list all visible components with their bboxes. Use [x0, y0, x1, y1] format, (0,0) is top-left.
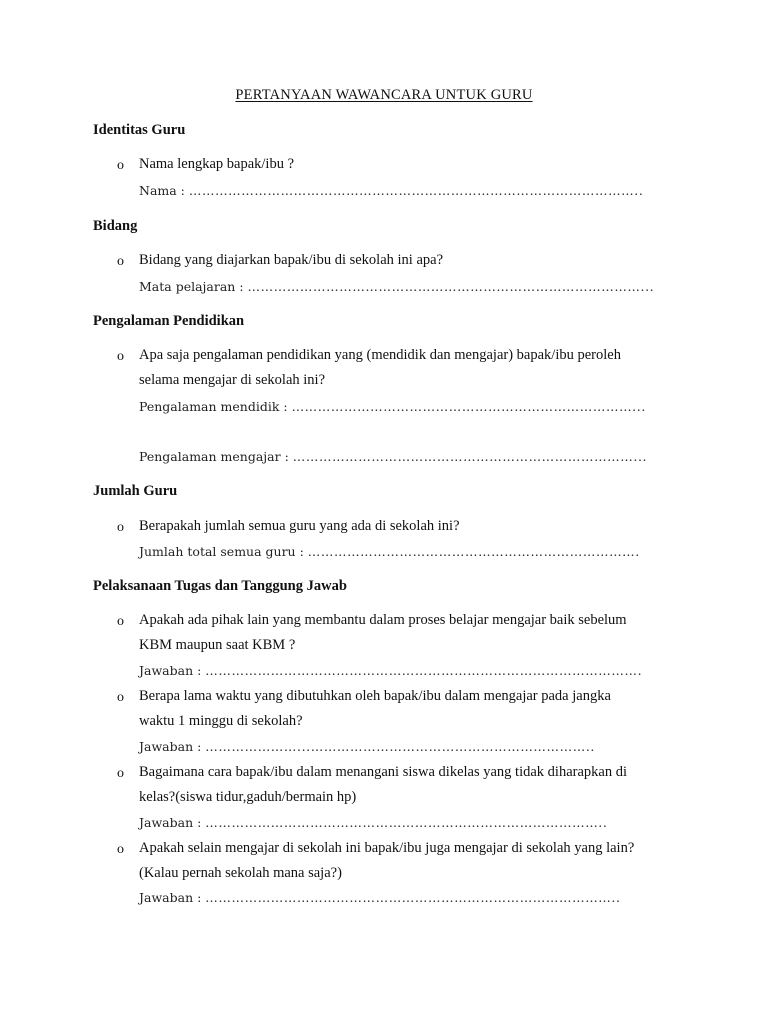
- question-bidang: [139, 248, 699, 273]
- answer-dots: ………………………………………………………………………………...: [247, 279, 655, 294]
- answer-field-menangani-siswa[interactable]: [139, 815, 607, 830]
- question-line: kelas?(siswa tidur,gaduh/bermain hp): [139, 789, 357, 805]
- question-pengalaman: [139, 343, 699, 393]
- answer-dots: ……………………………………………………………………...: [291, 399, 646, 414]
- bullet-marker: o: [117, 842, 124, 857]
- answer-label: Jawaban :: [139, 739, 202, 754]
- question-line: Apakah selain mengajar di sekolah ini bapak/ibu juga mengajar di sekolah yang lain?: [139, 840, 635, 856]
- question-menangani-siswa: [139, 760, 699, 810]
- answer-field-mata-pelajaran[interactable]: [139, 279, 654, 294]
- question-lama-waktu: [139, 684, 699, 734]
- answer-field-pengalaman-mengajar[interactable]: [139, 449, 647, 464]
- document-title: [0, 87, 768, 104]
- bullet-marker: o: [117, 766, 124, 781]
- answer-field-pengalaman-mendidik[interactable]: [139, 399, 646, 414]
- answer-dots: …………………...………………………………………………………..: [205, 739, 595, 754]
- question-line: Berapa lama waktu yang dibutuhkan oleh bapak/ibu dalam mengajar pada jangka: [139, 688, 611, 704]
- question-line: Apakah ada pihak lain yang membantu dalam proses belajar mengajar baik sebelum: [139, 612, 627, 628]
- answer-dots: …………………………………………………………………………………………..: [188, 183, 644, 198]
- answer-dots: ………………………………………………………………….: [307, 544, 640, 559]
- section-heading-jumlah-guru: Jumlah Guru: [93, 483, 178, 499]
- answer-field-jumlah-total[interactable]: [139, 544, 640, 559]
- bullet-marker: o: [117, 690, 124, 705]
- answer-label: Jawaban :: [139, 663, 202, 678]
- bullet-marker: o: [117, 254, 124, 269]
- section-heading-pelaksanaan-tugas: Pelaksanaan Tugas dan Tanggung Jawab: [93, 578, 347, 594]
- answer-label: Jawaban :: [139, 890, 202, 905]
- question-pihak-lain: [139, 608, 699, 658]
- question-line: Bagaimana cara bapak/ibu dalam menangani siswa dikelas yang tidak diharapkan di: [139, 764, 627, 780]
- bullet-marker: o: [117, 158, 124, 173]
- question-line: Bidang yang diajarkan bapak/ibu di sekolah ini apa?: [139, 252, 444, 268]
- answer-field-nama[interactable]: [139, 183, 643, 198]
- bullet-marker: o: [117, 520, 124, 535]
- section-heading-identitas-guru: Identitas Guru: [93, 122, 186, 138]
- section-heading-pengalaman-pendidikan: Pengalaman Pendidikan: [93, 313, 245, 329]
- answer-label: Pengalaman mengajar :: [139, 449, 289, 464]
- document-title-text: PERTANYAAN WAWANCARA UNTUK GURU: [235, 87, 533, 103]
- question-line: waktu 1 minggu di sekolah?: [139, 713, 303, 729]
- question-line: KBM maupun saat KBM ?: [139, 637, 296, 653]
- question-line: Berapakah jumlah semua guru yang ada di sekolah ini?: [139, 518, 460, 534]
- answer-dots: ………………………………………………………………………………..: [205, 815, 608, 830]
- question-nama: [139, 152, 699, 177]
- section-heading-bidang: Bidang: [93, 218, 138, 234]
- question-line: (Kalau pernah sekolah mana saja?): [139, 865, 342, 881]
- answer-dots: …………………………………………………………………………………..: [205, 890, 621, 905]
- answer-label: Mata pelajaran :: [139, 279, 244, 294]
- answer-label: Pengalaman mendidik :: [139, 399, 288, 414]
- answer-dots: ……………………………………………………………………...: [292, 449, 648, 464]
- answer-field-lama-waktu[interactable]: [139, 739, 595, 754]
- answer-field-sekolah-lain[interactable]: [139, 890, 621, 905]
- bullet-marker: o: [117, 614, 124, 629]
- question-line: Nama lengkap bapak/ibu ?: [139, 156, 295, 172]
- question-line: selama mengajar di sekolah ini?: [139, 372, 326, 388]
- question-sekolah-lain: [139, 836, 699, 886]
- answer-dots: ……………………………………………………………………………………….: [205, 663, 643, 678]
- answer-label: Jawaban :: [139, 815, 202, 830]
- question-line: Apa saja pengalaman pendidikan yang (mendidik dan mengajar) bapak/ibu peroleh: [139, 347, 621, 363]
- answer-label: Nama :: [139, 183, 185, 198]
- answer-label: Jumlah total semua guru :: [139, 544, 304, 559]
- answer-field-pihak-lain[interactable]: [139, 663, 642, 678]
- question-jumlah-guru: [139, 514, 699, 539]
- bullet-marker: o: [117, 349, 124, 364]
